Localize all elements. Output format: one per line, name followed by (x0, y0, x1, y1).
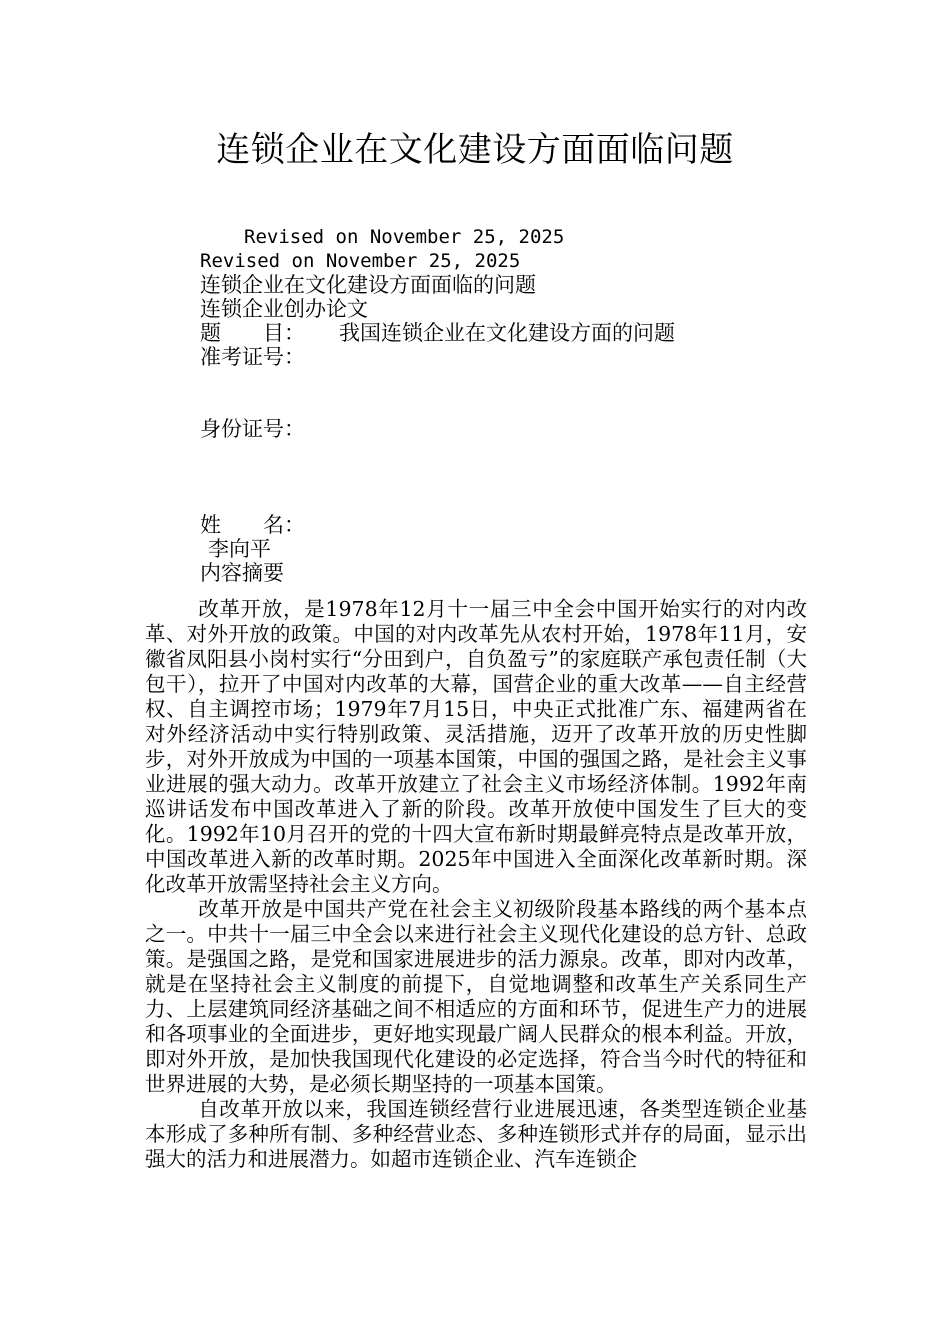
document-title: 连锁企业在文化建设方面面临问题 (216, 130, 734, 170)
revision-line: Revised on November 25, 2025 (244, 226, 565, 248)
abstract-heading: 内容摘要 (200, 561, 284, 585)
body-paragraph: 改革开放是中国共产党在社会主义初级阶段基本路线的两个基本点之一。中共十一届三中全会以来进行社会主义现代化建设的总方针、总政策。是强国之路，是党和国家进展进步的活力源泉。改革，即对内改革，就是在坚持社会主义制度的前提下，自觉地调整和改革生产关系同生产力、上层建筑同经济基础之间不相适应的方面和环节，促进生产力的进展和各项事业的全面进步，更好地实现最广阔人民群众的根本利益。开放，即对外开放，是加快我国现代化建设的必定选择，符合当今时代的特征和世界进展的大势，是必须长期坚持的一项基本国策。 (145, 897, 807, 1096)
body-paragraph: 改革开放，是1978年12月十一届三中全会中国开始实行的对内改革、对外开放的政策。中国的对内改革先从农村开始，1978年11月，安徽省凤阳县小岗村实行“分田到户，自负盈亏”的家庭联产承包责任制（大包干），拉开了中国对内改革的大幕，国营企业的重大改革——自主经营权、自主调控市场；1979年7月15日，中央正式批准广东、福建两省在对外经济活动中实行特别政策、灵活措施，迈开了改革开放的历史性脚步，对外开放成为中国的一项基本国策，中国的强国之路，是社会主义事业进展的强大动力。改革开放建立了社会主义市场经济体制。1992年南巡讲话发布中国改革进入了新的阶段。改革开放使中国发生了巨大的变化。1992年10月召开的党的十四大宣布新时期最鲜亮特点是改革开放，中国改革进入新的改革时期。2025年中国进入全面深化改革新时期。深化改革开放需坚持社会主义方向。 (145, 597, 807, 896)
topic-label: 题 目： (200, 321, 305, 345)
body-paragraph: 自改革开放以来，我国连锁经营行业进展迅速，各类型连锁企业基本形成了多种所有制、多种经营业态、多种连锁形式并存的局面，显示出强大的活力和进展潜力。如超市连锁企业、汽车连锁企 (145, 1097, 807, 1171)
topic-value: 我国连锁企业在文化建设方面的问题 (339, 321, 675, 345)
abstract-body (145, 597, 807, 1172)
id-card-label: 身份证号： (200, 417, 305, 441)
document-meta (200, 225, 820, 585)
document-subtitle: 连锁企业在文化建设方面面临的问题 (200, 273, 536, 297)
name-value: 李向平 (208, 537, 271, 561)
exam-id-label: 准考证号： (200, 345, 305, 369)
name-label: 姓 名： (200, 513, 305, 537)
topic-row (200, 321, 820, 345)
revision-line: Revised on November 25, 2025 (200, 250, 521, 272)
document-category: 连锁企业创办论文 (200, 297, 368, 321)
blank-gap (200, 441, 820, 513)
blank-gap (200, 369, 820, 417)
